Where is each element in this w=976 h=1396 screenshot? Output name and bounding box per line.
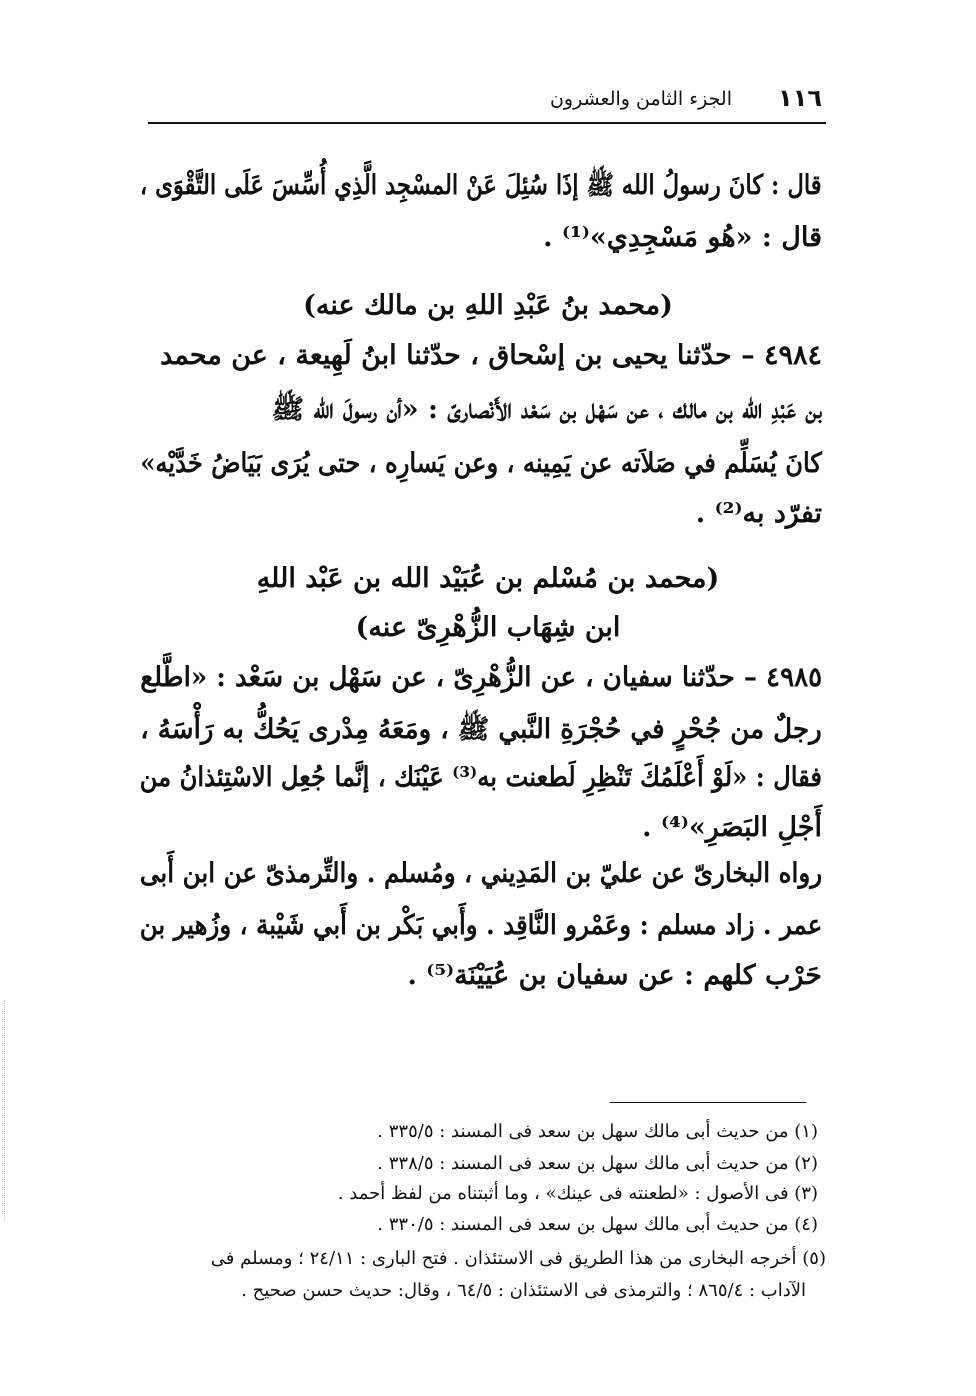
section-heading: (محمد بنُ عَبْدِ اللهِ بن مالك عنه) xyxy=(303,290,673,321)
header-rule xyxy=(148,122,826,124)
text-line: أَجْلِ البَصَرِ»⁽⁴⁾ . xyxy=(642,812,822,843)
page-number: ١١٦ xyxy=(778,84,822,112)
hadith-4984-start: ٤٩٨٤ – حدّثنا يحيى بن إسْحاق ، حدّثنا ابنُ لَهِيعة ، عن محمد xyxy=(160,340,822,371)
text-line: تفرّد به⁽²⁾ . xyxy=(695,498,822,529)
text-line: قال : كانَ رسولُ الله ﷺ إذَا سُئِلَ عَنْ المسْجِد الَّذِي أُسِّسَ عَلَى التَّقْوَى ، xyxy=(140,170,822,201)
footnote: (٣) فى الأصول : «لطعنته فى عينك» ، وما أثبتناه من لفظ أحمد . xyxy=(337,1183,818,1204)
scan-edge-marks xyxy=(4,1000,5,1220)
text-line: كانَ يُسَلِّم في صَلاَته عن يَمِينه ، وعن يَسارِه ، حتى يُرَى بَيَاضُ خَدَّيْه» xyxy=(140,448,822,479)
text-line: فقال : «لَوْ أَعْلَمُكَ تَنْظِرِ لَطعنت به⁽³⁾ عَيْنَك ، إنَّما جُعِل الاسْتِئذانُ من xyxy=(139,762,822,793)
page-header xyxy=(150,78,822,118)
hadith-4985-start: ٤٩٨٥ – حدّثنا سفيان ، عن الزُّهْرِىّ ، عن سَهْل بن سَعْد : «اطَّلع xyxy=(140,662,822,693)
footnote: (٢) من حديث أبى مالك سهل بن سعد فى المسند : ٣٣٨/٥ . xyxy=(377,1153,818,1174)
text-line: حَرْب كلهم : عن سفيان بن عُيَيْنَة⁽⁵⁾ . xyxy=(407,960,822,991)
footnote: (٥) أخرجه البخارى من هذا الطريق فى الاستئذان . فتح البارى : ٢٤/١١ ؛ ومسلم فى xyxy=(210,1248,826,1269)
text-line: قال : «هُو مَسْجِدِي»⁽¹⁾ . xyxy=(543,222,822,253)
footnote: (٤) من حديث أبى مالك سهل بن سعد فى المسند : ٣٣٠/٥ . xyxy=(377,1214,818,1235)
section-heading: (محمد بن مُسْلم بن عُبَيْد الله بن عَبْد اللهِ xyxy=(256,563,720,594)
text-line: رجلٌ من جُحْرٍ في حُجْرَةِ النَّبي ﷺ ، ومَعَهُ مِدْرى يَحُكُّ به رَأْسَهُ ، xyxy=(140,714,822,745)
running-title: الجزء الثامن والعشرون xyxy=(549,88,732,110)
section-heading-cont: ابن شِهَاب الزُّهْرِىّ عنه) xyxy=(355,612,621,643)
text-line: عمر . زاد مسلم : وعَمْرو النَّاقِد . وأَبي بَكْر بن أَبي شَيْبة ، وزُهير بن xyxy=(139,910,822,941)
text-line: رواه البخارىّ عن عليّ بن المَدِيني ، ومُسلم . والتِّرمذىّ عن ابن أَبى xyxy=(139,858,822,889)
footnote: (١) من حديث أبى مالك سهل بن سعد فى المسند : ٣٣٥/٥ . xyxy=(377,1121,818,1142)
footnote-cont: الآداب : ٨٦٥/٤ ؛ والترمذى فى الاستئذان : ٦٤/٥ ، وقال: حديث حسن صحيح . xyxy=(241,1280,806,1301)
text-line: بن عَبْدِ الله بن مالك ، عن سَهْل بن سَعْد الأَنْصارىّ : «أن رسولَ الله ﷺ xyxy=(271,394,822,425)
footnote-rule xyxy=(610,1102,806,1103)
